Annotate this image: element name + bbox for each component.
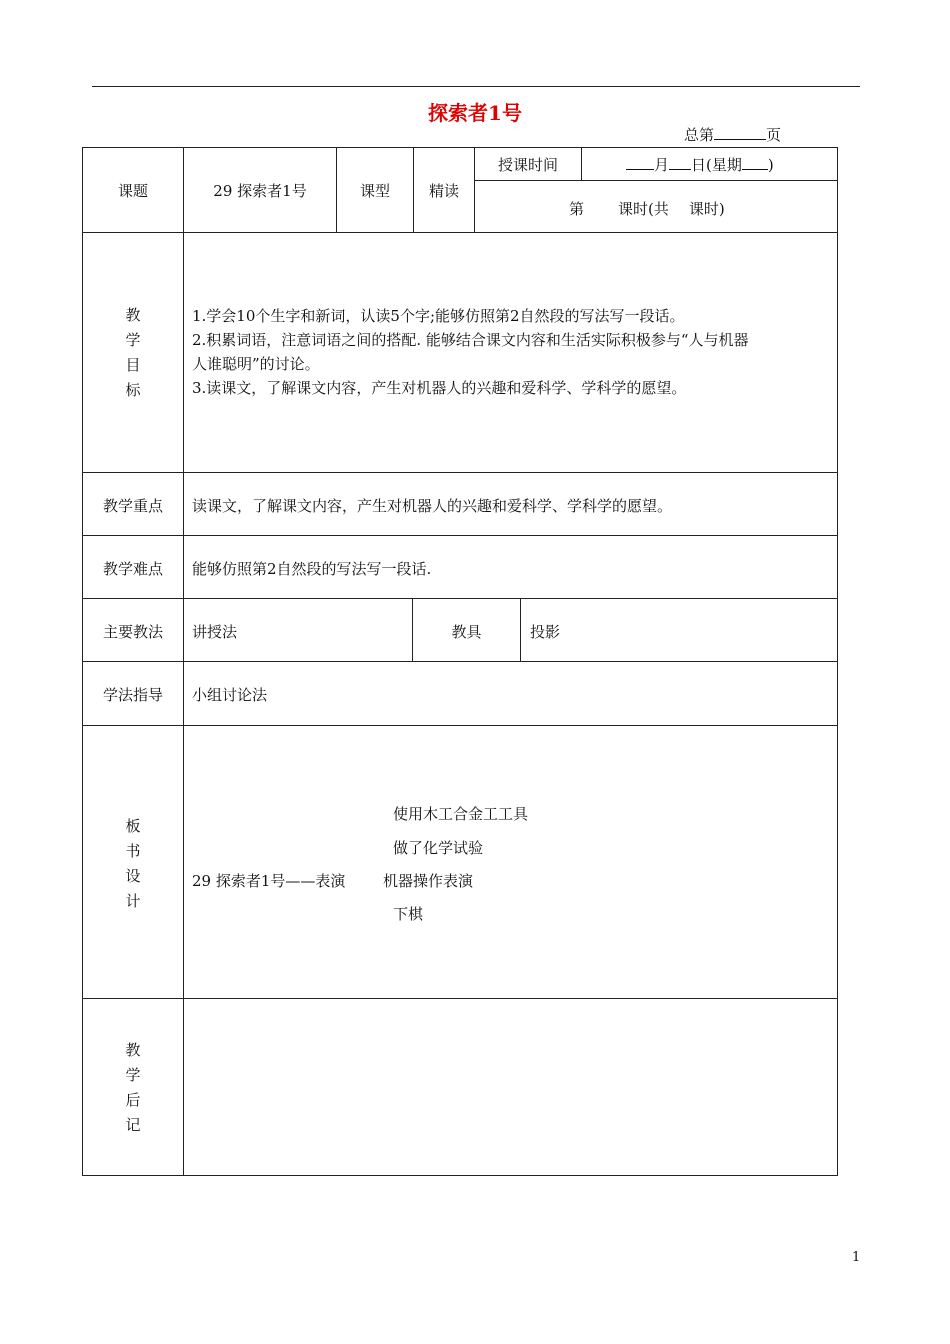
board-line-1: 使用木工合金工工具 bbox=[393, 805, 529, 823]
type-label: 课型 bbox=[359, 182, 390, 200]
page-total-suffix: 页 bbox=[766, 126, 782, 144]
lesson-count bbox=[569, 198, 725, 219]
board-label: 板 书 设 计 bbox=[125, 817, 141, 910]
day-blank bbox=[669, 155, 691, 170]
board-line-3-left: 29 探索者1号——表演 bbox=[192, 872, 346, 890]
month-label: 月 bbox=[654, 156, 670, 174]
weekday-blank bbox=[742, 155, 768, 170]
board-line-4: 下棋 bbox=[393, 905, 424, 923]
guidance-label: 学法指导 bbox=[102, 686, 163, 704]
key-point-label: 教学重点 bbox=[102, 497, 163, 515]
page-total-prefix: 总第 bbox=[684, 126, 715, 144]
date-fill bbox=[626, 154, 836, 175]
tool-label: 教具 bbox=[451, 623, 482, 641]
board-line-3-right: 机器操作表演 bbox=[383, 872, 474, 890]
notes-label: 教 学 后 记 bbox=[125, 1041, 141, 1134]
header-rule bbox=[92, 86, 860, 87]
goals-text bbox=[192, 304, 832, 400]
difficulty-label: 教学难点 bbox=[102, 560, 163, 578]
goal-line: 人谁聪明”的讨论。 bbox=[192, 355, 320, 373]
method-value: 讲授法 bbox=[192, 623, 238, 641]
month-blank bbox=[626, 155, 654, 170]
document-title: 探索者1号 bbox=[428, 101, 522, 125]
goal-line: 2.积累词语，注意词语之间的搭配. 能够结合课文内容和生活实际积极参与“人与机器 bbox=[192, 331, 749, 349]
day-label: 日(星期 bbox=[691, 156, 742, 174]
type-value: 精读 bbox=[428, 182, 459, 200]
lesson-total-label: 课时(共 bbox=[618, 200, 669, 218]
topic-value: 29 探索者1号 bbox=[213, 182, 307, 200]
page-total bbox=[684, 124, 781, 145]
board-line-2: 做了化学试验 bbox=[393, 839, 484, 857]
guidance-value: 小组讨论法 bbox=[192, 686, 268, 704]
lesson-ordinal: 第 bbox=[569, 200, 585, 218]
difficulty-value: 能够仿照第2自然段的写法写一段话. bbox=[192, 560, 432, 578]
date-close: ) bbox=[767, 156, 774, 174]
method-label: 主要教法 bbox=[102, 623, 163, 641]
topic-label: 课题 bbox=[117, 182, 148, 200]
time-label: 授课时间 bbox=[497, 156, 558, 174]
lesson-unit: 课时) bbox=[688, 200, 725, 218]
tool-value: 投影 bbox=[530, 623, 561, 641]
page-total-blank bbox=[714, 125, 766, 140]
key-point-value: 读课文，了解课文内容，产生对机器人的兴趣和爱科学、学科学的愿望。 bbox=[192, 497, 673, 515]
goals-label: 教 学 目 标 bbox=[125, 306, 141, 399]
goal-line: 3.读课文，了解课文内容，产生对机器人的兴趣和爱科学、学科学的愿望。 bbox=[192, 379, 687, 397]
goal-line: 1.学会10个生字和新词，认读5个字;能够仿照第2自然段的写法写一段话。 bbox=[192, 307, 685, 325]
page-number: 1 bbox=[852, 1250, 861, 1265]
